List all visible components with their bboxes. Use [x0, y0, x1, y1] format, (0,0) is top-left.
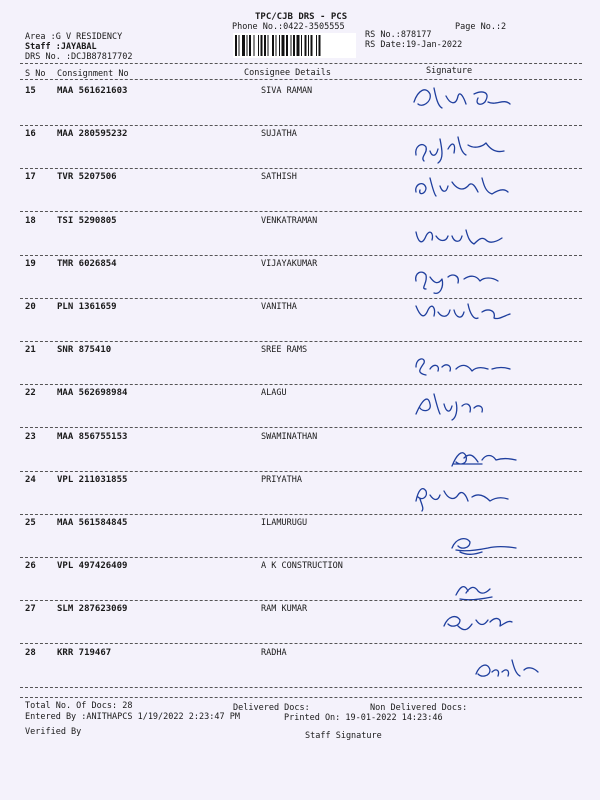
serial-number: 19 [25, 259, 36, 269]
table-row [0, 561, 600, 605]
serial-number: 21 [25, 345, 36, 355]
table-row [0, 388, 600, 432]
table-row [0, 129, 600, 173]
consignment-number: SLM 287623069 [57, 604, 128, 614]
column-header-consignment: Consignment No [57, 69, 129, 79]
consignee-name: VIJAYAKUMAR [261, 259, 318, 269]
table-row [0, 604, 600, 648]
rs-date: RS Date:19-Jan-2022 [365, 40, 463, 50]
verified-by-label: Verified By [25, 727, 82, 737]
handwritten-signature [412, 222, 522, 258]
serial-number: 17 [25, 172, 36, 182]
row-divider [20, 341, 582, 342]
consignee-name: VANITHA [261, 302, 297, 312]
handwritten-signature [412, 172, 522, 208]
handwritten-signature [412, 84, 522, 120]
handwritten-signature [412, 131, 522, 167]
serial-number: 16 [25, 129, 36, 139]
consignee-name: RADHA [261, 648, 287, 658]
consignment-number: TMR 6026854 [57, 259, 117, 269]
table-row [0, 345, 600, 389]
row-divider [20, 557, 582, 558]
table-row [0, 216, 600, 260]
table-row [0, 518, 600, 562]
printed-on: Printed On: 19-01-2022 14:23:46 [284, 713, 443, 723]
consignment-number: TSI 5290805 [57, 216, 117, 226]
staff-label: Staff :JAYABAL [25, 42, 97, 52]
consignee-name: RAM KUMAR [261, 604, 308, 614]
consignee-name: SREE RAMS [261, 345, 308, 355]
table-row [0, 648, 600, 692]
serial-number: 24 [25, 475, 36, 485]
row-divider [20, 168, 582, 169]
row-divider [20, 514, 582, 515]
row-divider [20, 471, 582, 472]
divider [20, 79, 582, 80]
serial-number: 27 [25, 604, 36, 614]
consignee-name: SIVA RAMAN [261, 86, 313, 96]
row-divider [20, 687, 582, 688]
area-label: Area :G V RESIDENCY [25, 32, 123, 42]
handwritten-signature [412, 479, 522, 515]
consignee-name: SUJATHA [261, 129, 297, 139]
column-header-consignee: Consignee Details [244, 68, 331, 78]
serial-number: 15 [25, 86, 36, 96]
table-row [0, 302, 600, 346]
serial-number: 28 [25, 648, 36, 658]
row-divider [20, 427, 582, 428]
consignment-number: TVR 5207506 [57, 172, 117, 182]
consignment-number: PLN 1361659 [57, 302, 117, 312]
row-divider [20, 600, 582, 601]
row-divider [20, 211, 582, 212]
table-row [0, 475, 600, 519]
handwritten-signature [412, 298, 522, 334]
serial-number: 20 [25, 302, 36, 312]
staff-signature-label: Staff Signature [305, 731, 382, 741]
row-divider [20, 384, 582, 385]
consignment-number: VPL 497426409 [57, 561, 128, 571]
consignment-number: KRR 719467 [57, 648, 112, 658]
handwritten-signature [412, 263, 522, 299]
divider [20, 697, 582, 698]
delivered-docs: Delivered Docs: [233, 703, 310, 713]
row-divider [20, 125, 582, 126]
table-row [0, 86, 600, 130]
handwritten-signature [412, 604, 522, 640]
consignment-number: MAA 856755153 [57, 432, 128, 442]
total-docs: Total No. Of Docs: 28 [25, 701, 133, 711]
consignment-number: MAA 280595232 [57, 129, 128, 139]
phone-number: Phone No.:0422-3505555 [232, 22, 345, 32]
row-divider [20, 643, 582, 644]
consignee-name: PRIYATHA [261, 475, 302, 485]
divider [20, 63, 582, 64]
consignee-name: ILAMURUGU [261, 518, 308, 528]
serial-number: 18 [25, 216, 36, 226]
serial-number: 23 [25, 432, 36, 442]
consignment-number: VPL 211031855 [57, 475, 128, 485]
consignment-number: SNR 875410 [57, 345, 112, 355]
table-row [0, 172, 600, 216]
consignment-number: MAA 562698984 [57, 388, 128, 398]
serial-number: 22 [25, 388, 36, 398]
consignment-number: MAA 561584845 [57, 518, 128, 528]
table-row [0, 259, 600, 303]
column-header-sno: S No [25, 69, 46, 79]
handwritten-signature [412, 438, 522, 474]
rs-number: RS No.:878177 [365, 30, 432, 40]
consignee-name: ALAGU [261, 388, 287, 398]
entered-by: Entered By :ANITHAPCS 1/19/2022 2:23:47 PM [25, 712, 240, 722]
non-delivered-docs: Non Delivered Docs: [370, 703, 468, 713]
column-header-signature: Signature [426, 66, 473, 76]
document-title: TPC/CJB DRS - PCS [255, 12, 348, 22]
barcode-image [233, 33, 356, 58]
handwritten-signature [412, 390, 522, 426]
drs-number: DRS No. :DCJB87817702 [25, 52, 133, 62]
table-row [0, 432, 600, 476]
row-divider [20, 255, 582, 256]
handwritten-signature [412, 349, 522, 385]
serial-number: 25 [25, 518, 36, 528]
consignee-name: VENKATRAMAN [261, 216, 318, 226]
serial-number: 26 [25, 561, 36, 571]
consignee-name: A K CONSTRUCTION [261, 561, 343, 571]
consignment-number: MAA 561621603 [57, 86, 128, 96]
consignee-name: SATHISH [261, 172, 297, 182]
page-number: Page No.:2 [455, 22, 507, 32]
consignee-name: SWAMINATHAN [261, 432, 318, 442]
handwritten-signature [412, 652, 522, 688]
